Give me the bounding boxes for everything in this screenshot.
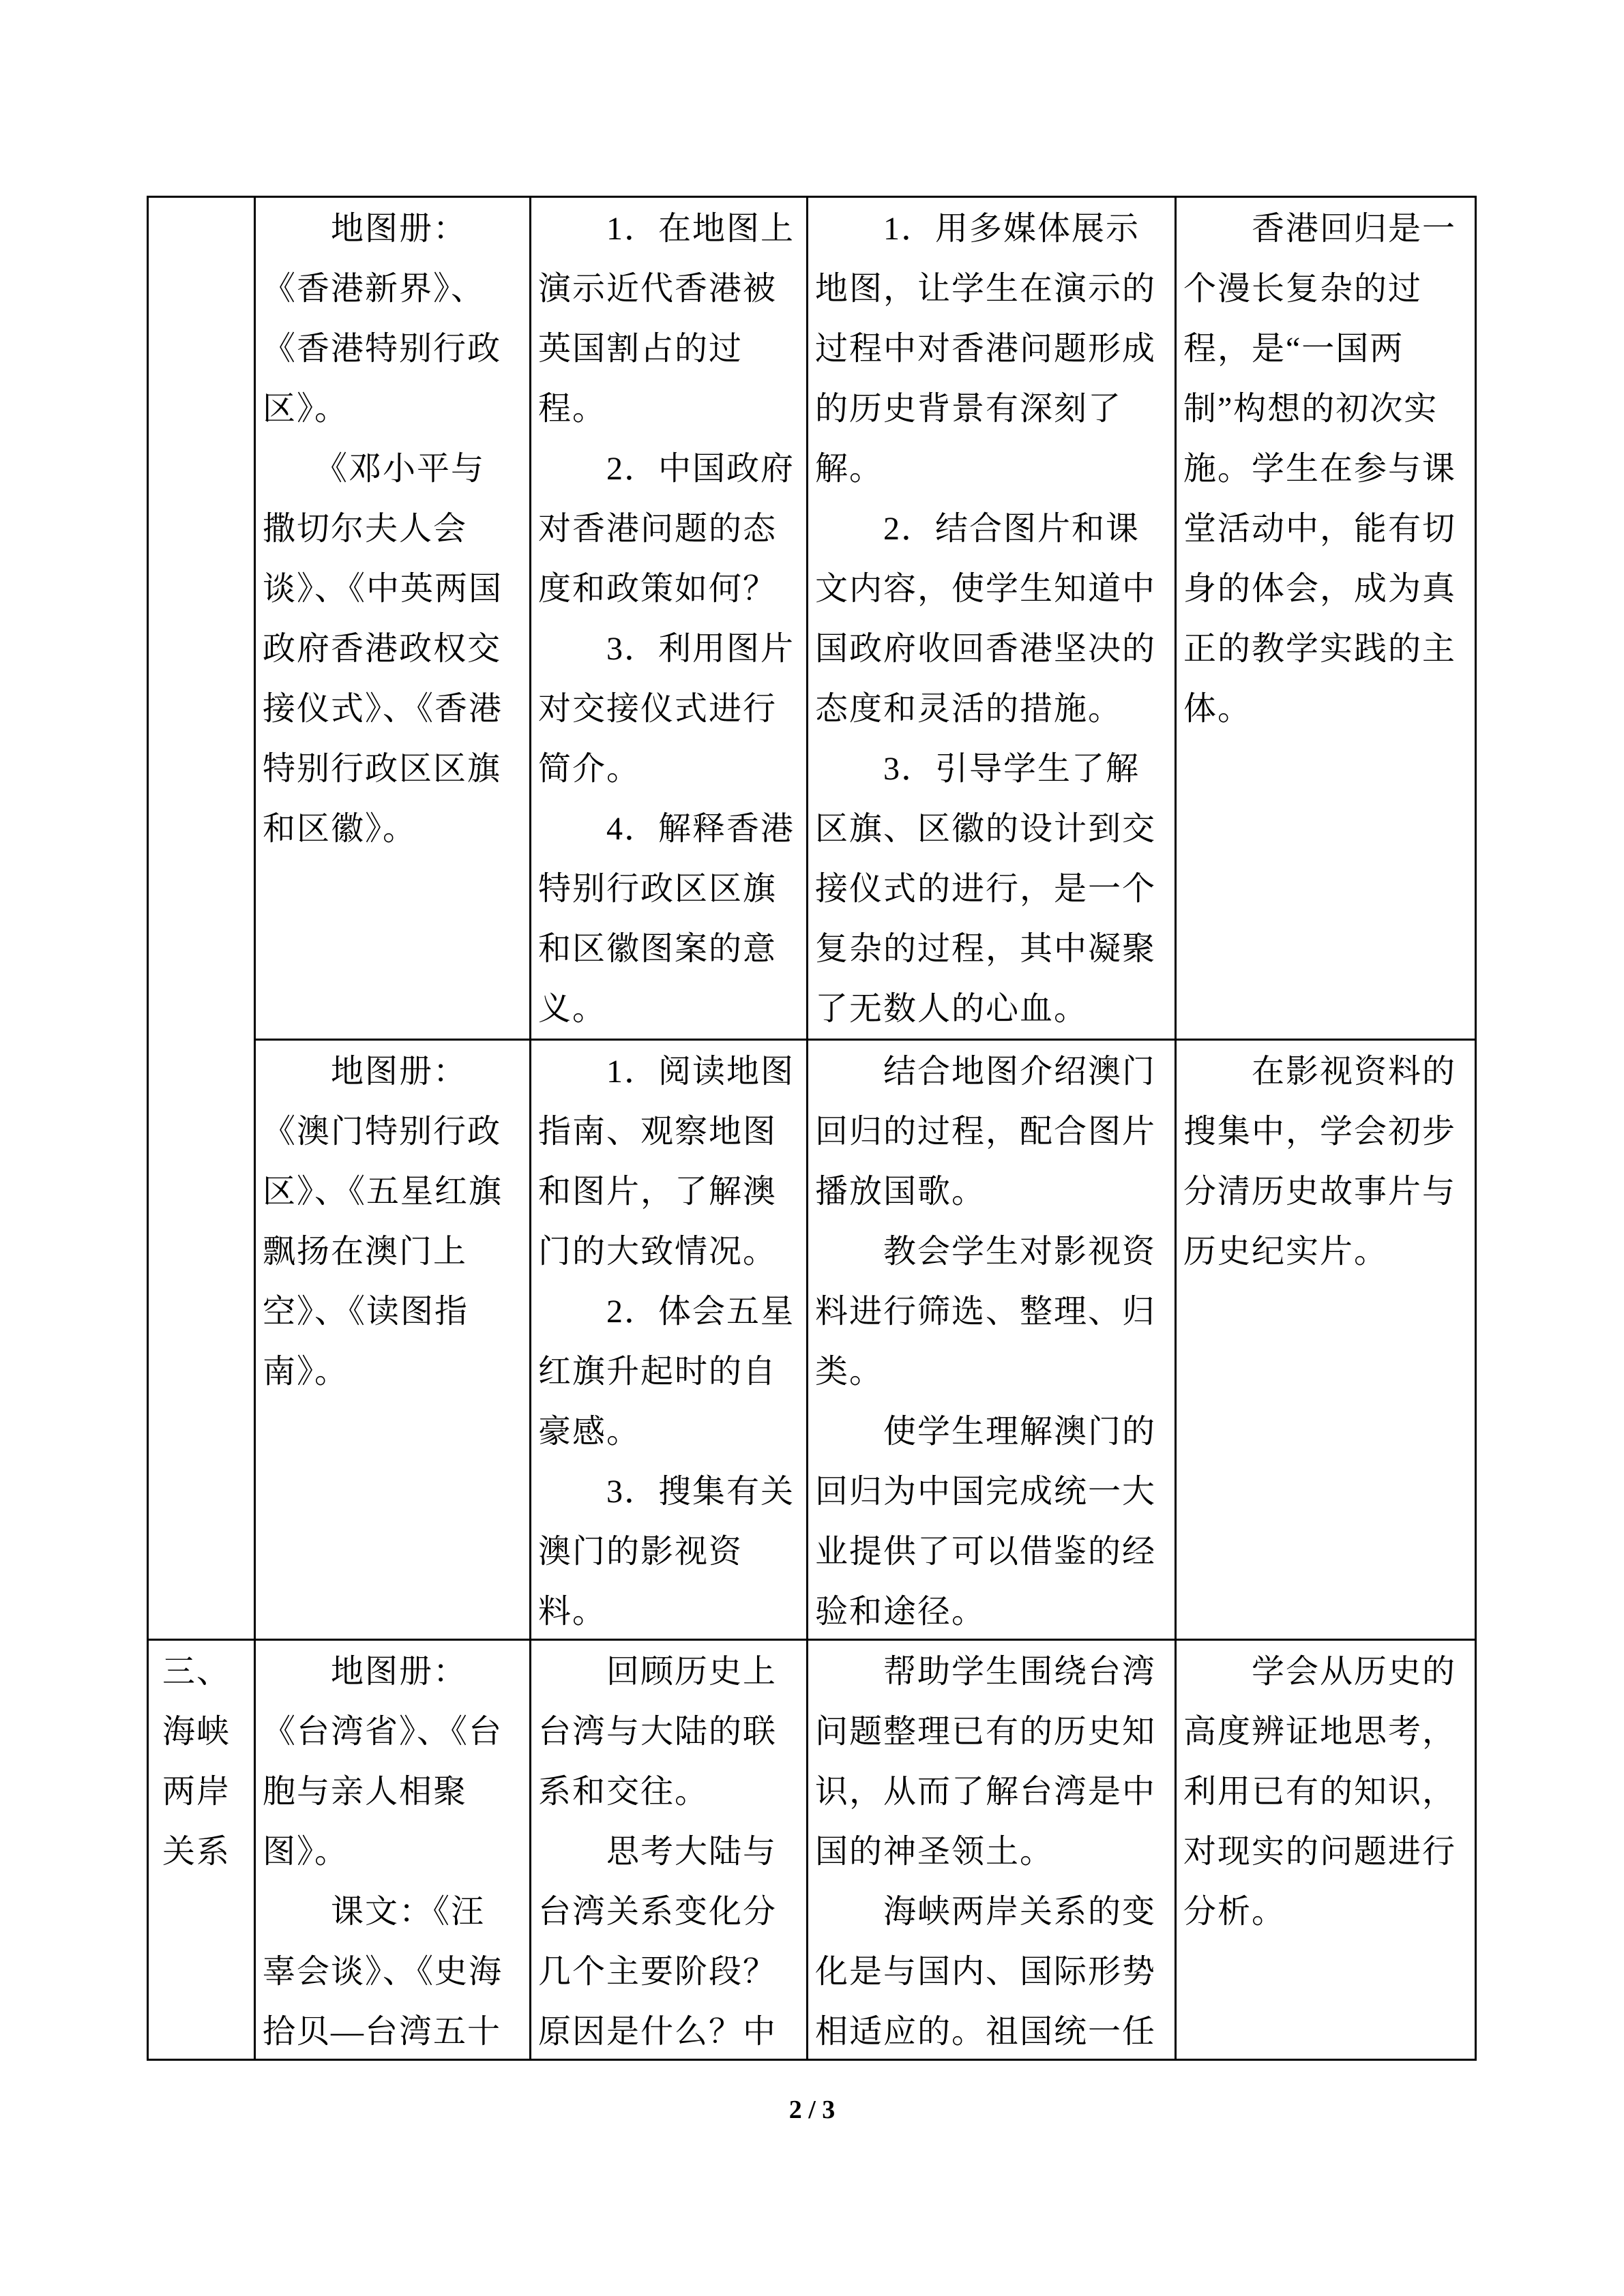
text-line: 课文：《汪 [263,1894,486,1930]
text-line: 文内容，使学生知道中 [815,571,1157,607]
text-line: 验和途径。 [815,1594,986,1630]
text-line: 政府香港政权交 [263,631,502,667]
text-line: 几个主要阶段？ [538,1954,778,1990]
cell-macau-reflection [1175,1039,1475,1639]
text-line: 堂活动中，能有切 [1183,511,1457,547]
text-line: 地图，让学生在演示的 [815,271,1157,307]
text-line: 料进行筛选、整理、归 [815,1294,1157,1330]
cell-hongkong-reflection [1175,198,1475,1039]
text-line: 结合地图介绍澳门 [815,1054,1157,1090]
cell-hongkong-resources [254,198,529,1039]
cell-macau-teaching-process [806,1039,1175,1639]
text-line: 台湾关系变化分 [538,1894,778,1930]
text-line: 拾贝—台湾五十 [263,2014,502,2050]
text-line: 3．引导学生了解 [815,751,1140,787]
text-line: 胞与亲人相聚 [263,1774,468,1810]
text-line: 图》。 [263,1834,349,1870]
cell-macau-resources [254,1039,529,1639]
text-line: 《澳门特别行政 [263,1114,502,1150]
text-line: 帮助学生围绕台湾 [815,1654,1157,1690]
text-line: 地图册： [263,1054,468,1090]
text-line: 2．结合图片和课 [815,511,1140,547]
text-line: 谈》、《中英两国 [263,571,503,607]
text-line: 澳门的影视资 [538,1534,743,1570]
text-line: 海峡 [162,1714,231,1750]
cell-macau-activities [529,1039,806,1639]
text-line: 在影视资料的 [1183,1054,1457,1090]
text-line: 制”构想的初次实 [1183,391,1438,427]
text-line: 和图片，了解澳 [538,1174,778,1210]
text-line: 《香港特别行政 [263,331,502,367]
text-line: 高度辨证地思考， [1183,1714,1457,1750]
text-line: 程。 [538,391,607,427]
text-line: 1．用多媒体展示 [815,211,1140,247]
text-line: 1．在地图上 [538,211,795,247]
text-line: 利用已有的知识， [1183,1774,1457,1810]
text-line: 指南、观察地图 [538,1114,778,1150]
text-line: 思考大陆与 [538,1834,778,1870]
page-number: 2 / 3 [788,2096,836,2124]
text-line: 程，是“一国两 [1183,331,1404,367]
text-line: 简介。 [538,751,641,787]
text-line: 化是与国内、国际形势 [815,1954,1157,1990]
text-line: 《台湾省》、《台 [263,1714,503,1750]
text-line: 回归为中国完成统一大 [815,1474,1157,1510]
text-line: 和区徽》。 [263,811,417,847]
text-line: 撒切尔夫人会 [263,511,468,547]
text-line: 个漫长复杂的过 [1183,271,1423,307]
text-line: 地图册： [263,1654,468,1690]
text-line: 相适应的。祖国统一任 [815,2014,1157,2050]
cell-hongkong-teaching-process [806,198,1175,1039]
text-line: 对现实的问题进行 [1183,1834,1457,1870]
text-line: 4．解释香港 [538,811,795,847]
text-line: 解。 [815,451,884,487]
text-line: 对香港问题的态 [538,511,778,547]
text-line: 过程中对香港问题形成 [815,331,1157,367]
text-line: 辜会谈》、《史海 [263,1954,503,1990]
text-line: 《香港新界》、 [263,271,486,307]
text-line: 原因是什么？中 [538,2014,778,2050]
cell-hongkong-activities [529,198,806,1039]
text-line: 区》。 [263,391,349,427]
text-line: 分清历史故事片与 [1183,1174,1457,1210]
text-line: 飘扬在澳门上 [263,1234,468,1270]
text-line: 海峡两岸关系的变 [815,1894,1157,1930]
text-line: 业提供了可以借鉴的经 [815,1534,1157,1570]
text-line: 区》、《五星红旗 [263,1174,503,1210]
text-line: 关系 [162,1834,231,1870]
text-line: 回顾历史上 [538,1654,778,1690]
text-line: 1．阅读地图 [538,1054,795,1090]
cell-taiwan-teaching-process [806,1639,1175,2059]
text-line: 3．搜集有关 [538,1474,795,1510]
text-line: 度和政策如何？ [538,571,778,607]
text-line: 问题整理已有的历史知 [815,1714,1157,1750]
text-line: 了无数人的心血。 [815,991,1089,1027]
text-line: 区旗、区徽的设计到交 [815,811,1157,847]
cell-section-hongkong-macau [149,198,254,1639]
text-line: 态度和灵活的措施。 [815,691,1123,727]
text-line: 施。学生在参与课 [1183,451,1457,487]
cell-taiwan-resources [254,1639,529,2059]
text-line: 南》。 [263,1354,349,1390]
text-line: 和区徽图案的意 [538,931,778,967]
text-line: 体。 [1183,691,1252,727]
text-line: 地图册： [263,211,468,247]
text-line: 使学生理解澳门的 [815,1414,1157,1450]
text-line: 2．中国政府 [538,451,795,487]
text-line: 两岸 [162,1774,231,1810]
text-line: 门的大致情况。 [538,1234,778,1270]
text-line: 义。 [538,991,607,1027]
lesson-plan-table [147,196,1477,2061]
cell-taiwan-reflection [1175,1639,1475,2059]
text-line: 空》、《读图指 [263,1294,469,1330]
text-line: 料。 [538,1594,607,1630]
text-line: 播放国歌。 [815,1174,986,1210]
text-line: 回归的过程，配合图片 [815,1114,1157,1150]
text-line: 台湾与大陆的联 [538,1714,778,1750]
text-line: 红旗升起时的自 [538,1354,778,1390]
text-line: 三、 [162,1654,231,1690]
text-line: 接仪式的进行，是一个 [815,871,1157,907]
text-line: 类。 [815,1354,884,1390]
text-line: 英国割占的过 [538,331,743,367]
text-line: 国的神圣领土。 [815,1834,1054,1870]
text-line: 学会从历史的 [1183,1654,1457,1690]
text-line: 豪感。 [538,1414,641,1450]
text-line: 特别行政区区旗 [538,871,778,907]
text-line: 正的教学实践的主 [1183,631,1457,667]
text-line: 《邓小平与 [263,451,486,487]
text-line: 识，从而了解台湾是中 [815,1774,1157,1810]
cell-taiwan-activities [529,1639,806,2059]
text-line: 演示近代香港被 [538,271,778,307]
text-line: 身的体会，成为真 [1183,571,1457,607]
cell-section-taiwan [149,1639,254,2059]
text-line: 分析。 [1183,1894,1286,1930]
text-line: 香港回归是一 [1183,211,1457,247]
text-line: 2．体会五星 [538,1294,795,1330]
text-line: 接仪式》、《香港 [263,691,503,727]
text-line: 复杂的过程，其中凝聚 [815,931,1157,967]
text-line: 对交接仪式进行 [538,691,778,727]
text-line: 特别行政区区旗 [263,751,502,787]
text-line: 国政府收回香港坚决的 [815,631,1157,667]
text-line: 3．利用图片 [538,631,795,667]
text-line: 系和交往。 [538,1774,709,1810]
text-line: 搜集中，学会初步 [1183,1114,1457,1150]
text-line: 历史纪实片。 [1183,1234,1389,1270]
text-line: 教会学生对影视资 [815,1234,1157,1270]
text-line: 的历史背景有深刻了 [815,391,1123,427]
